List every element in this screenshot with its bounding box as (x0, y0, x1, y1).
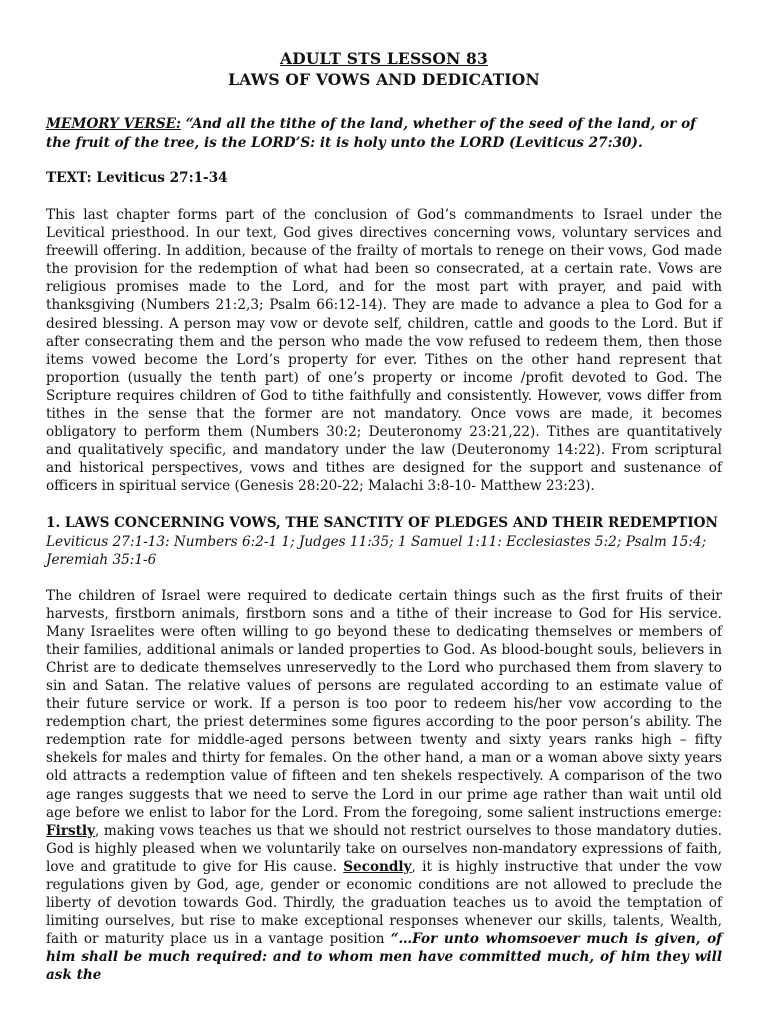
memory-verse-text: “And all the tithe of the land, whether of the seed of the land, or of the fruit of the tree, is the LORD’S: it is holy unto the LORD (Leviticus 27:30). (46, 116, 696, 151)
lesson-title (46, 48, 722, 90)
firstly-emphasis: Firstly (46, 822, 95, 839)
secondly-emphasis: Secondly (343, 858, 412, 875)
scripture-quote: “…For unto whomsoever much is given, of him shall be much required: and to whom men have committed much, of him they will ask the (46, 931, 722, 984)
lesson-topic-heading: LAWS OF VOWS AND DEDICATION (228, 70, 540, 89)
section-1-references: Leviticus 27:1-13: Numbers 6:2-1 1; Judges 11:35; 1 Samuel 1:11: Ecclesiastes 5:2; Psalm 15:4; Jeremiah 35:1-6 (46, 533, 707, 568)
memory-verse-label: MEMORY VERSE: (46, 116, 182, 132)
text-reference: TEXT: Leviticus 27:1-34 (46, 170, 228, 186)
section-1-text-part3: , it is highly instructive that under the vow regulations given by God, age, gender or economic conditions are not allowed to preclude the liberty of devotion towards God. Thirdly, the graduation teaches us to avoid the temptation of limiting ourselves, but rise to make exceptional responses whenever our skills, talents, Wealth, faith or maturity place us in a vantage position (46, 858, 722, 948)
section-1-paragraph (46, 587, 722, 985)
lesson-number-heading: ADULT STS LESSON 83 (279, 49, 489, 68)
section-1-text-part2: , making vows teaches us that we should not restrict ourselves to those mandatory duties. God is highly pleased when we voluntarily take on ourselves non-mandatory expressions of faith, love and gratitude to give for His cause. (46, 822, 722, 875)
section-1-heading: 1. LAWS CONCERNING VOWS, THE SANCTITY OF PLEDGES AND THEIR REDEMPTION (46, 514, 718, 531)
section-1-text-part1: The children of Israel were required to dedicate certain things such as the first fruits of their harvests, firstborn animals, firstborn sons and a tithe of their increase to God for His service. Many Israelites were often willing to go beyond these to dedicating themselves or members of their families, additional animals or landed properties to God. As blood-bought souls, believers in Christ are to dedicate themselves unreservedly to the Lord who purchased them from slavery to sin and Satan. The relative values of persons are regulated according to an estimate value of their future service or work. If a person is too poor to redeem his/her vow according to the redemption chart, the priest determines some figures according to the poor person’s ability. The redemption rate for middle-aged persons between twenty and sixty years ranks high – fifty shekels for males and thirty for females. On the other hand, a man or a woman above sixty years old attracts a redemption value of fifteen and ten shekels respectively. A comparison of the two age ranges suggests that we need to serve the Lord in our prime age rather than wait until old age before we enlist to labor for the Lord. From the foregoing, some salient instructions emerge: (46, 587, 722, 821)
intro-paragraph: This last chapter forms part of the conclusion of God’s commandments to Israel under the Levitical priesthood. In our text, God gives directives concerning vows, voluntary services and freewill offering. In addition, because of the frailty of mortals to renege on their vows, God made the provision for the redemption of what had been so consecrated, at a certain rate. Vows are religious promises made to the Lord, and for the most part with prayer, and paid with thanksgiving (Numbers 21:2,3; Psalm 66:12-14). They are made to advance a plea to God for a desired blessing. A person may vow or devote self, children, cattle and goods to the Lord. But if after consecrating them and the person who made the vow refused to redeem them, then those items vowed become the Lord’s property for ever. Tithes on the other hand represent that proportion (usually the tenth part) of one’s property or income /profit devoted to God. The Scripture requires children of God to tithe faithfully and consistently. However, vows differ from tithes in the sense that the former are not mandatory. Once vows are made, it becomes obligatory to perform them (Numbers 30:2; Deuteronomy 23:21,22). Tithes are quantitatively and qualitatively specific, and mandatory under the law (Deuteronomy 14:22). From scriptural and historical perspectives, vows and tithes are designed for the support and sustenance of officers in spiritual service (Genesis 28:20-22; Malachi 3:8-10- Matthew 23:23). (46, 207, 722, 495)
memory-verse (46, 115, 722, 153)
